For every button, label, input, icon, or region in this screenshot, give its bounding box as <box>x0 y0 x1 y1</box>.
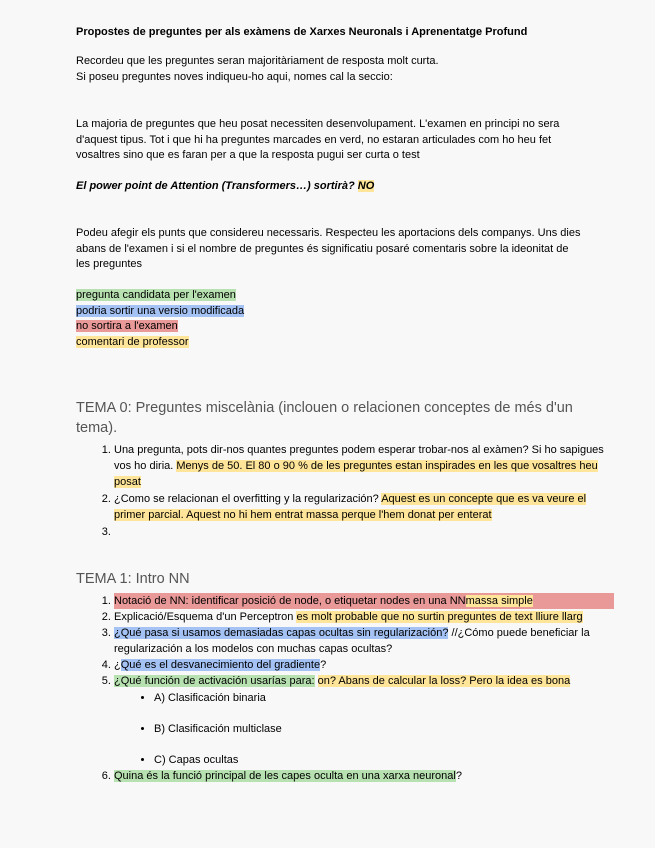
contributions-paragraph: Podeu afegir els punts que considereu necessaris. Respecteu les aportacions dels companys. Uns dies abans de l'examen i si el nombre de preguntes és significatiu posaré comentaris sobre la ideonitat de les preguntes <box>76 227 581 270</box>
document-title: Propostes de preguntes per als exàmens de Xarxes Neuronals i Aprenentatge Profund <box>76 26 528 38</box>
tema0-q1-text: Una pregunta, pots dir-nos quantes preguntes podem esperar trobar-nos al exàmen? Si ho sapigues vos ho diria. <box>114 444 604 472</box>
list-item <box>114 491 614 523</box>
tema1-q1-comment: massa simple <box>465 595 533 607</box>
tema1-q6-post: ? <box>455 770 462 782</box>
tema0-q1-comment: Menys de 50. El 80 o 90 % de les preguntes estan inspirades en les que vosaltres heu posat <box>114 460 598 488</box>
powerpoint-question <box>76 179 581 195</box>
tema1-q1-text: Notació de NN: identificar posició de node, o etiquetar nodes en una NN <box>114 595 466 607</box>
list-item <box>114 768 614 784</box>
powerpoint-question-text: El power point de Attention (Transformers…) sortirà? <box>76 180 355 192</box>
tema1-q6-highlight: Quina és la funció principal de les capes oculta en una xarxa neuronal <box>114 770 456 782</box>
development-note-paragraph: La majoria de preguntes que heu posat necessiten desenvolupament. L'examen en principi no sera d'aquest tipus. Tot i que hi ha preguntes marcades en verd, no estaran articulades com ho heu fet vosaltres sino que es faran per a que la resposta pugui ser curta o test <box>76 118 560 161</box>
list-item-empty <box>114 524 614 540</box>
tema1-q5-comment: on? Abans de calcular la loss? Pero la idea es bona <box>317 675 571 687</box>
list-item <box>114 593 614 609</box>
tema0-q2-comment: Aquest es un concepte que es va veure el primer parcial. Aquest no hi hem entrat massa perque l'hem donat per enterat <box>114 493 587 521</box>
tema0-question-list <box>76 442 614 540</box>
legend-green: pregunta candidata per l'examen <box>76 289 236 301</box>
activation-option: • C) Capas ocultas <box>154 752 614 768</box>
tema1-heading: TEMA 1: Intro NN <box>76 571 190 587</box>
tema1-q2-text: Explicació/Esquema d'un Perceptron <box>114 611 294 623</box>
intro-line-2: Si poseu preguntes noves indiqueu-ho aqui, nomes cal la seccio: <box>76 70 393 83</box>
legend-blue: podria sortir una versio modificada <box>76 304 245 317</box>
list-item <box>114 673 614 768</box>
intro-line-1: Recordeu que les preguntes seran majoritàriament de resposta molt curta. <box>76 55 439 67</box>
tema0-heading: TEMA 0: Preguntes miscelània (inclouen o relacionen conceptes de més d'un tema). <box>76 400 573 436</box>
tema1-question-list <box>76 593 614 784</box>
color-legend <box>76 288 581 350</box>
tema1-q5-highlight: ¿Qué función de activación usarías para: <box>114 675 315 687</box>
tema1-q3-highlight: ¿Qué pasa si usamos demasiadas capas ocultas sin regularización? <box>114 627 449 639</box>
intro-paragraph <box>76 54 581 85</box>
tema0-q2-text: ¿Como se relacionan el overfitting y la regularización? <box>114 493 379 505</box>
list-item <box>114 625 614 657</box>
activation-option: • B) Clasificación multiclase <box>154 721 614 737</box>
list-item <box>114 442 614 490</box>
list-item <box>114 657 614 673</box>
activation-options-list <box>114 690 614 768</box>
tema1-q4-pre: ¿ <box>114 659 121 671</box>
tema1-q4-highlight: Qué es el desvanecimiento del gradiente <box>120 659 321 671</box>
legend-yellow: comentari de professor <box>76 335 189 348</box>
tema1-q4-post: ? <box>320 659 327 671</box>
list-item <box>114 609 614 625</box>
legend-red: no sortira a l'examen <box>76 320 178 332</box>
tema1-q2-comment: es molt probable que no surtin preguntes de text lliure llarg <box>296 611 583 623</box>
powerpoint-answer: NO <box>357 180 375 192</box>
activation-option: • A) Clasificación binaria <box>154 690 614 706</box>
tema1-q3-rest: //¿Cómo puede beneficiar la regularización a los modelos con muchas capas ocultas? <box>114 627 590 655</box>
